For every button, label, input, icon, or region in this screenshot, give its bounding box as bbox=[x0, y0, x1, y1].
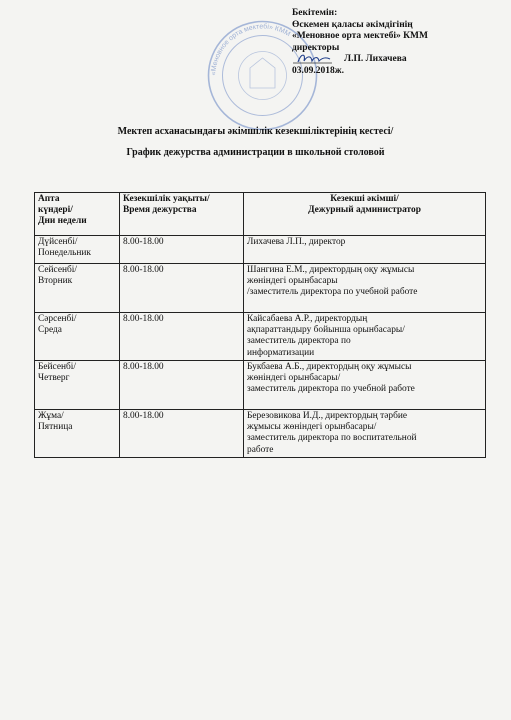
day-cell: Жұма/ Пятница bbox=[35, 410, 120, 458]
approval-line: «Меновное орта мектебі» КММ bbox=[292, 31, 428, 42]
title-kazakh: Мектеп асханасындағы әкімшілік кезекшіліктерінің кестесі/ bbox=[117, 126, 394, 137]
table-row bbox=[35, 361, 486, 410]
time-cell: 8.00-18.00 bbox=[120, 264, 244, 313]
admin-cell: Букбаева А.Б., директордың оқу жұмысы жөніндегі орынбасары/ заместитель директора по учебной работе bbox=[244, 361, 486, 410]
approval-block bbox=[292, 8, 507, 78]
header-time: Кезекшілік уақыты/ Время дежурства bbox=[120, 193, 244, 236]
table-row bbox=[35, 313, 486, 361]
day-cell: Дүйсенбі/ Понедельник bbox=[35, 236, 120, 264]
header-days: Апта күндері/ Дни недели bbox=[35, 193, 120, 236]
approval-line: Бекітемін: bbox=[292, 8, 338, 18]
day-cell: Сәрсенбі/ Среда bbox=[35, 313, 120, 361]
title-russian: График дежурства администрации в школьной столовой bbox=[126, 147, 385, 158]
day-cell: Бейсенбі/ Четверг bbox=[35, 361, 120, 410]
admin-cell: Березовикова И.Д., директордың тәрбие жұмысы жөніндегі орынбасары/ заместитель директора по воспитательной работе bbox=[244, 410, 486, 458]
time-cell: 8.00-18.00 bbox=[120, 361, 244, 410]
admin-cell: Кайсабаева А.Р., директордың ақпараттандыру бойынша орынбасары/ заместитель директора по информатизации bbox=[244, 313, 486, 361]
day-cell: Сейсенбі/ Вторник bbox=[35, 264, 120, 313]
approval-line: Өскемен қаласы әкімдігінің bbox=[292, 19, 413, 30]
time-cell: 8.00-18.00 bbox=[120, 410, 244, 458]
table-row bbox=[35, 236, 486, 264]
table-row bbox=[35, 410, 486, 458]
stamp-text: «Меновное орта мектебі» КММ bbox=[210, 23, 292, 76]
time-cell: 8.00-18.00 bbox=[120, 313, 244, 361]
header-admin: Кезекші әкімші/ Дежурный администратор bbox=[244, 193, 486, 236]
table-header-row bbox=[35, 193, 486, 236]
handwritten-signature bbox=[292, 51, 334, 67]
director-name: Л.П. Лихачева bbox=[344, 54, 407, 65]
approval-line: директоры bbox=[292, 42, 340, 53]
table-row bbox=[35, 264, 486, 313]
duty-schedule-table bbox=[34, 192, 486, 458]
admin-cell: Шангина Е.М., директордың оқу жұмысы жөніндегі орынбасары /заместитель директора по учебной работе bbox=[244, 264, 486, 313]
signature-line bbox=[292, 54, 507, 66]
approval-date: 03.09.2018ж. bbox=[292, 65, 345, 76]
admin-cell: Лихачева Л.П., директор bbox=[244, 236, 486, 264]
time-cell: 8.00-18.00 bbox=[120, 236, 244, 264]
